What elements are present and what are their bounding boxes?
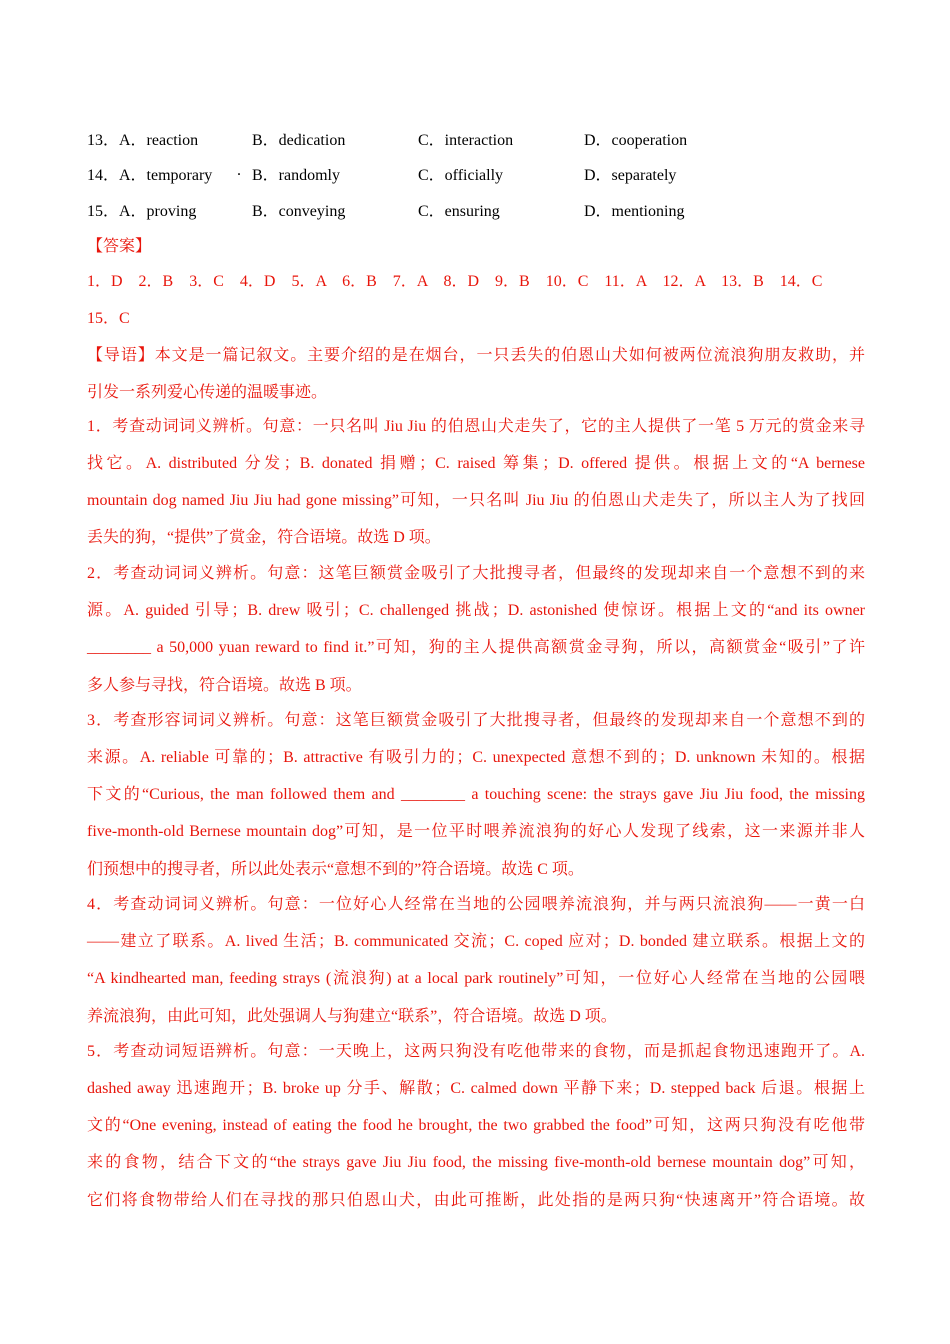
option-c: C．ensuring xyxy=(418,203,500,220)
question-number: 15． xyxy=(87,203,120,220)
answer-heading: 【答案】 xyxy=(87,238,152,255)
explanation-line: 丢失的狗，“提供”了赏金，符合语境。故选 D 项。 xyxy=(87,529,441,546)
explanation-line: 2．考查动词词义辨析。句意：这笔巨额赏金吸引了大批搜寻者，但最终的发现却来自一个意想不到的来 xyxy=(87,565,865,582)
explanation-line: 4．考查动词词义辨析。句意：一位好心人经常在当地的公园喂养流浪狗，并与两只流浪狗——一黄一白 xyxy=(87,896,865,913)
option-b: B．dedication xyxy=(252,132,346,149)
option-b: B．randomly xyxy=(252,167,340,184)
explanation-line: 下文的“Curious, the man followed them and ________ a touching scene: the strays gave Jiu Jiu food, the missing xyxy=(87,786,865,803)
question-number: 14． xyxy=(87,167,120,184)
explanation-line: 找它。A. distributed 分发；B. donated 捐赠；C. raised 筹集；D. offered 提供。根据上文的“A bernese xyxy=(87,455,865,472)
explanation-line: 多人参与寻找，符合语境。故选 B 项。 xyxy=(87,677,362,694)
answer-key-line-2: 15．C xyxy=(87,310,130,327)
option-c: C．officially xyxy=(418,167,504,184)
explanation-line: dashed away 迅速跑开；B. broke up 分手、解散；C. calmed down 平静下来；D. stepped back 后退。根据上 xyxy=(87,1080,865,1097)
explanation-line: 3．考查形容词词义辨析。句意：这笔巨额赏金吸引了大批搜寻者，但最终的发现却来自一个意想不到的 xyxy=(87,712,865,729)
stray-dot: . xyxy=(237,162,241,179)
explanation-line: 引发一系列爱心传递的温暖事迹。 xyxy=(87,384,328,401)
explanation-line: 1．考查动词词义辨析。句意：一只名叫 Jiu Jiu 的伯恩山犬走失了，它的主人提供了一笔 5 万元的赏金来寻 xyxy=(87,418,865,435)
explanation-line: 5．考查动词短语辨析。句意：一天晚上，这两只狗没有吃他带来的食物，而是抓起食物迅速跑开了。A. xyxy=(87,1043,865,1060)
option-a: A．temporary xyxy=(119,167,213,184)
explanation-line: 【导语】本文是一篇记叙文。主要介绍的是在烟台，一只丢失的伯恩山犬如何被两位流浪狗朋友救助，并 xyxy=(87,347,865,364)
option-d: D．separately xyxy=(584,167,677,184)
explanation-line: 源。A. guided 引导；B. drew 吸引；C. challenged 挑战；D. astonished 使惊讶。根据上文的“and its owner xyxy=(87,602,865,619)
explanation-line: five-month-old Bernese mountain dog”可知，是一位平时喂养流浪狗的好心人发现了线索，这一来源并非人 xyxy=(87,823,865,840)
answer-key-line: 1．D 2．B 3．C 4．D 5．A 6．B 7．A 8．D 9．B 10．C 11．A 12．A 13．B 14．C xyxy=(87,273,823,290)
explanation-line: 文的“One evening, instead of eating the food he brought, the two grabbed the food”可知，这两只狗没有吃他带 xyxy=(87,1117,865,1134)
explanation-line: 们预想中的搜寻者，所以此处表示“意想不到的”符合语境。故选 C 项。 xyxy=(87,861,584,878)
question-number: 13． xyxy=(87,132,120,149)
option-a: A．proving xyxy=(119,203,197,220)
option-d: D．mentioning xyxy=(584,203,685,220)
option-a: A．reaction xyxy=(119,132,199,149)
explanation-line: ________ a 50,000 yuan reward to find it.”可知，狗的主人提供高额赏金寻狗，所以，高额赏金“吸引”了许 xyxy=(87,639,865,656)
explanation-line: “A kindhearted man, feeding strays (流浪狗) at a local park routinely”可知，一位好心人经常在当地的公园喂 xyxy=(87,970,865,987)
explanation-line: 来源。A. reliable 可靠的；B. attractive 有吸引力的；C. unexpected 意想不到的；D. unknown 未知的。根据 xyxy=(87,749,865,766)
explanation-line: 它们将食物带给人们在寻找的那只伯恩山犬，由此可推断，此处指的是两只狗“快速离开”符合语境。故 xyxy=(87,1192,865,1209)
explanation-line: 养流浪狗，由此可知，此处强调人与狗建立“联系”，符合语境。故选 D 项。 xyxy=(87,1008,617,1025)
explanation-line: ——建立了联系。A. lived 生活；B. communicated 交流；C. coped 应对；D. bonded 建立联系。根据上文的 xyxy=(87,933,865,950)
option-d: D．cooperation xyxy=(584,132,688,149)
option-b: B．conveying xyxy=(252,203,346,220)
option-c: C．interaction xyxy=(418,132,514,149)
explanation-line: mountain dog named Jiu Jiu had gone missing”可知，一只名叫 Jiu Jiu 的伯恩山犬走失了，所以主人为了找回 xyxy=(87,492,865,509)
explanation-line: 来的食物，结合下文的“the strays gave Jiu Jiu food, the missing five-month-old bernese mountain dog”可知， xyxy=(87,1154,865,1171)
